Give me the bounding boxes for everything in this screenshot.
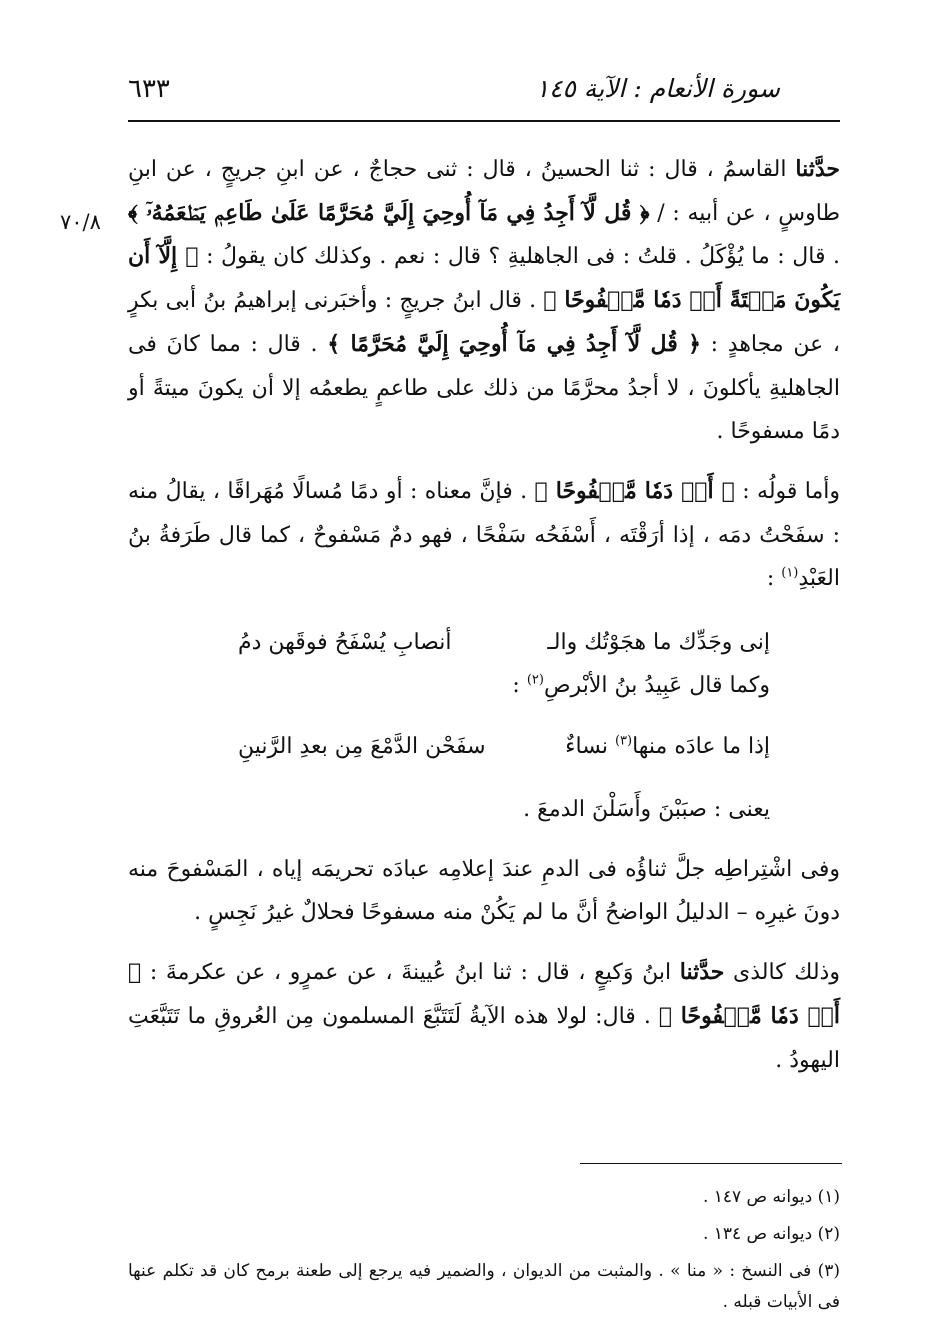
paragraph-2-text-1: وأما قولُه : [734,478,840,504]
verse-intro-2 [128,664,840,707]
footnote-divider [580,1163,842,1164]
paragraph-1-text-4: . قال : مما كانَ فى الجاهليةِ يأكلونَ ، لا أجدُ محرَّمًا من ذلك على طاعمٍ يطعمُه إلا أن يكونَ ميتةً أو دمًا مسفوحًا . [128,331,840,445]
verse-intro-2-tail: : [512,673,527,699]
paragraph-5-text-1: وذلك كالذى [724,960,840,986]
paragraph-5-text-3: . قال: لولا هذه الآيةُ لَتَتَبَّعَ المسلمون مِن العُروقِ ما تَتَبَّعَتِ اليهودُ . [128,1003,840,1073]
verse-intro-2-text: وكما قال عَبِيدُ بنُ الأبْرصِ [543,673,770,699]
paragraph-2-text-3: : [766,566,782,592]
quran-quote-5: ﴿ أَوۡ دَمٗا مَّسۡفُوحًا ﴾ [128,959,840,1029]
footnote-1: (١) ديوانه ص ١٤٧ . [702,1187,840,1207]
verse-line-1 [128,621,840,664]
footnote-2: (٢) ديوانه ص ١٣٤ . [702,1224,840,1244]
footnote-3: (٣) فى النسخ : « منا » . والمثبت من الديوان ، والضمير فيه يرجع إلى طعنة برمح كان قد تكلم عنها فى الأبيات قبله . [128,1261,840,1312]
hadith-opener-2: حدَّثنا [679,959,725,986]
verse-1-first-hemistich: إنى وجَدِّك ما هجَوْتُك والـ [547,630,770,656]
paragraph-1-text-1: القاسمُ ، قال : ثنا الحسينُ ، قال : ثنى حجاجٌ ، عن ابنِ جريجٍ ، عن ابنِ طاوسٍ ، عن أبيه : / [128,157,840,226]
verse-2-second-hemistich: سفَحْن الدَّمْعَ مِن بعدِ الرَّنينِ [238,734,486,760]
verse-2-first-hemistich-tail: نساءٌ [565,734,615,760]
margin-reference: ٧٠/٨ [60,210,101,234]
paragraph-3: يعنى : صبَبْنَ وأَسَلْنَ الدمعَ . [523,797,770,823]
verse-2-first-hemistich-text: إذا ما عادَه منها [632,734,770,760]
page-number: ٦٣٣ [128,74,170,104]
main-text [128,148,840,1082]
running-title: سورة الأنعام : الآية ١٤٥ [535,74,780,103]
quran-quote-2: ﴿ إِلَّآ أَن يَكُونَ مَيۡتَةً أَوۡ دَمٗا مَّسۡفُوحًا ﴾ [128,243,840,314]
verse-1-second-hemistich: أنصابِ يُسْفَحُ فوقَهن دمُ [238,630,452,656]
hadith-opener: حدَّثنا [795,156,840,182]
paragraph-1 [128,148,840,454]
paragraph-2-text-2: . فإنَّ معناه : أو دمًا مُسالًا مُهَراقًا ، يقالُ منه : سفَحْتُ دمَه ، إذا أرَقْتَه ، أَسْفَحُه سَفْحًا ، فهو دمٌ مَسْفوحٌ ، كما قال طَرَفةُ بنُ العَبْدِ [128,478,840,592]
footnotes [128,1182,840,1324]
poetry-block [128,621,840,768]
footnote-ref-3[interactable]: (٣) [614,733,633,749]
verse-line-2 [128,725,840,768]
paragraph-1-text-3: . قال ابنُ جريجٍ : وأخبَرنى إبراهيمُ بنُ أبى بكرٍ ، عن مجاهدٍ : [128,288,840,357]
quran-quote-4: ﴿ أَوۡ دَمٗا مَّسۡفُوحًا ﴾ [534,477,735,504]
header-divider [128,120,840,122]
paragraph-1-text-2: . قال : ما يُؤْكَلُ . قلتُ : فى الجاهليةِ ؟ قال : نعم . وكذلك كان يقولُ : [198,244,840,270]
quran-quote-3: ﴿ قُل لَّآ أَجِدُ فِي مَآ أُوحِيَ إِلَيَّ مُحَرَّمًا ﴾ [327,330,701,357]
footnote-ref-2[interactable]: (٢) [526,672,544,688]
paragraph-4: وفى اشْتِراطِه جلَّ ثناؤُه فى الدمِ عندَ إعلامِه عبادَه تحريمَه إياه ، المَسْفوحَ منه دونَ غيرِه – الدليلُ الواضحُ أنَّ ما لم يَكُنْ منه مسفوحًا فحلالٌ غيرُ نَجِسٍ . [128,856,840,926]
footnote-ref-1[interactable]: (١) [781,566,799,581]
paragraph-5-text-2: ابنُ وَكيعٍ ، قال : ثنا ابنُ عُيينةَ ، عن عمرٍو ، عن عكرمةَ : [141,960,680,986]
paragraph-2 [128,470,840,601]
verse-2-first-hemistich [565,725,770,768]
quran-quote-1: ﴿ قُل لَّآ أَجِدُ فِي مَآ أُوحِيَ إِلَيَّ مُحَرَّمًا عَلَىٰ طَاعِمٖ يَطۡعَمُهُۥٓ ﴾ [128,199,650,226]
page-header [128,70,840,110]
paragraph-5 [128,951,840,1082]
